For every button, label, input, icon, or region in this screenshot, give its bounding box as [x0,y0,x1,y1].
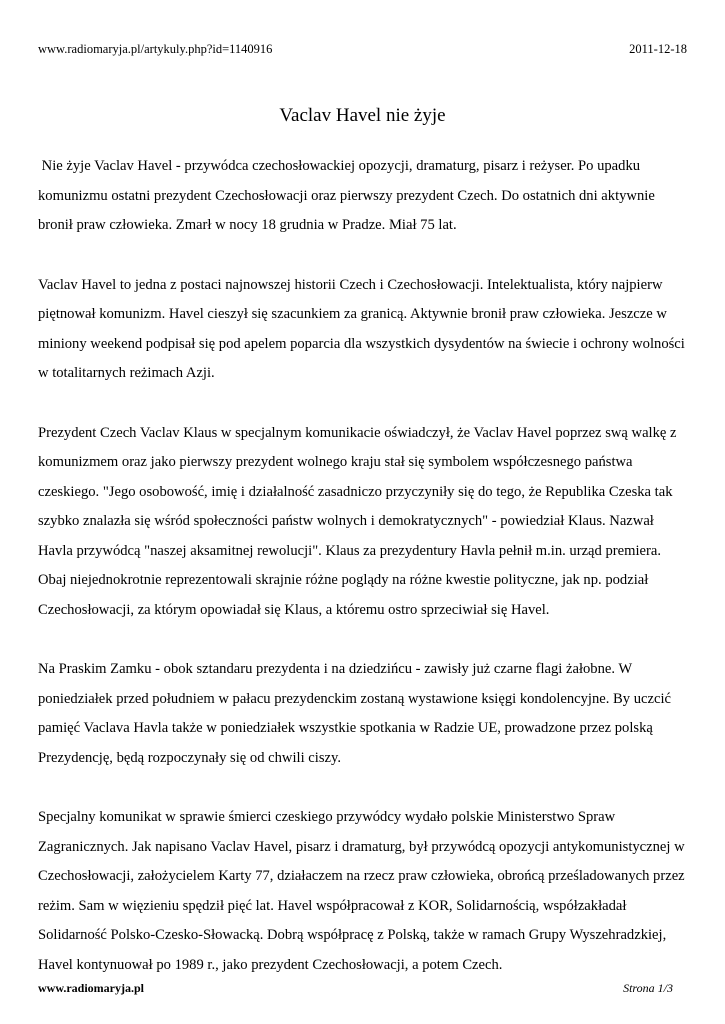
article-paragraph: Nie żyje Vaclav Havel - przywódca czechosłowackiej opozycji, dramaturg, pisarz i reżyser. Po upadku komunizmu ostatni prezydent Czechosłowacji oraz pierwszy prezydent Czech. Do ostatnich dni aktywnie bronił praw człowieka. Zmarł w nocy 18 grudnia w Pradze. Miał 75 lat. [38,158,659,233]
page-header [38,42,687,62]
footer-site: www.radiomaryja.pl [38,981,144,995]
page-footer [38,981,673,999]
article-paragraph: Prezydent Czech Vaclav Klaus w specjalnym komunikacie oświadczył, że Vaclav Havel poprzez swą walkę z komunizmem oraz jako pierwszy prezydent wolnego kraju stał się symbolem współczesnego państwa czeskiego. "Jego osobowość, imię i działalność zasadniczo przyczyniły się do tego, że Republika Czeska tak szybko znalazła się wśród społeczności państw wolnych i demokratycznych" - powiedział Klaus. Nazwał Havla przywódcą "naszej aksamitnej rewolucji". Klaus za prezydentury Havla pełnił m.in. urząd premiera. Obaj niejednokrotnie reprezentowali skrajnie różne poglądy na różne kwestie polityczne, jak np. podział Czechosłowacji, za którym opowiadał się Klaus, a któremu ostro sprzeciwiał się Havel. [38,424,677,618]
article-title: Vaclav Havel nie żyje [279,105,446,126]
article-paragraph: Specjalny komunikat w sprawie śmierci czeskiego przywódcy wydało polskie Ministerstwo Spraw Zagranicznych. Jak napisano Vaclav Havel, pisarz i dramaturg, był przywódcą opozycji antykomunistycznej w Czechosłowacji, założycielem Karty 77, działaczem na rzecz praw człowieka, obrońcą prześladowanych przez reżim. Sam w więzieniu spędził pięć lat. Havel współpracował z KOR, Solidarnością, współzakładał Solidarność Polsko-Czesko-Słowacką. Dobrą współpracę z Polską, także w ramach Grupy Wyszehradzkiej, Havel kontynuował po 1989 r., jako prezydent Czechosłowacji, a potem Czech. [38,809,685,973]
source-url: www.radiomaryja.pl/artykuly.php?id=1140916 [38,42,273,56]
article-body [38,152,690,1010]
page-number: Strona 1/3 [623,981,673,995]
article-paragraph: Na Praskim Zamku - obok sztandaru prezydenta i na dziedzińcu - zawisły już czarne flagi żałobne. W poniedziałek przed południem w pałacu prezydenckim zostaną wystawione księgi kondolencyjne. By uczcić pamięć Vaclava Havla także w poniedziałek wszystkie spotkania w Radzie UE, prowadzone przez polską Prezydencję, będą rozpoczynały się od chwili ciszy. [38,661,671,766]
article-paragraph: Vaclav Havel to jedna z postaci najnowszej historii Czech i Czechosłowacji. Intelektualista, który najpierw piętnował komunizm. Havel cieszył się szacunkiem za granicą. Aktywnie bronił praw człowieka. Jeszcze w miniony weekend podpisał się pod apelem poparcia dla wszystkich dysydentów na świecie i ochrony wolności w totalitarnych reżimach Azji. [38,276,685,381]
publication-date: 2011-12-18 [629,42,687,56]
